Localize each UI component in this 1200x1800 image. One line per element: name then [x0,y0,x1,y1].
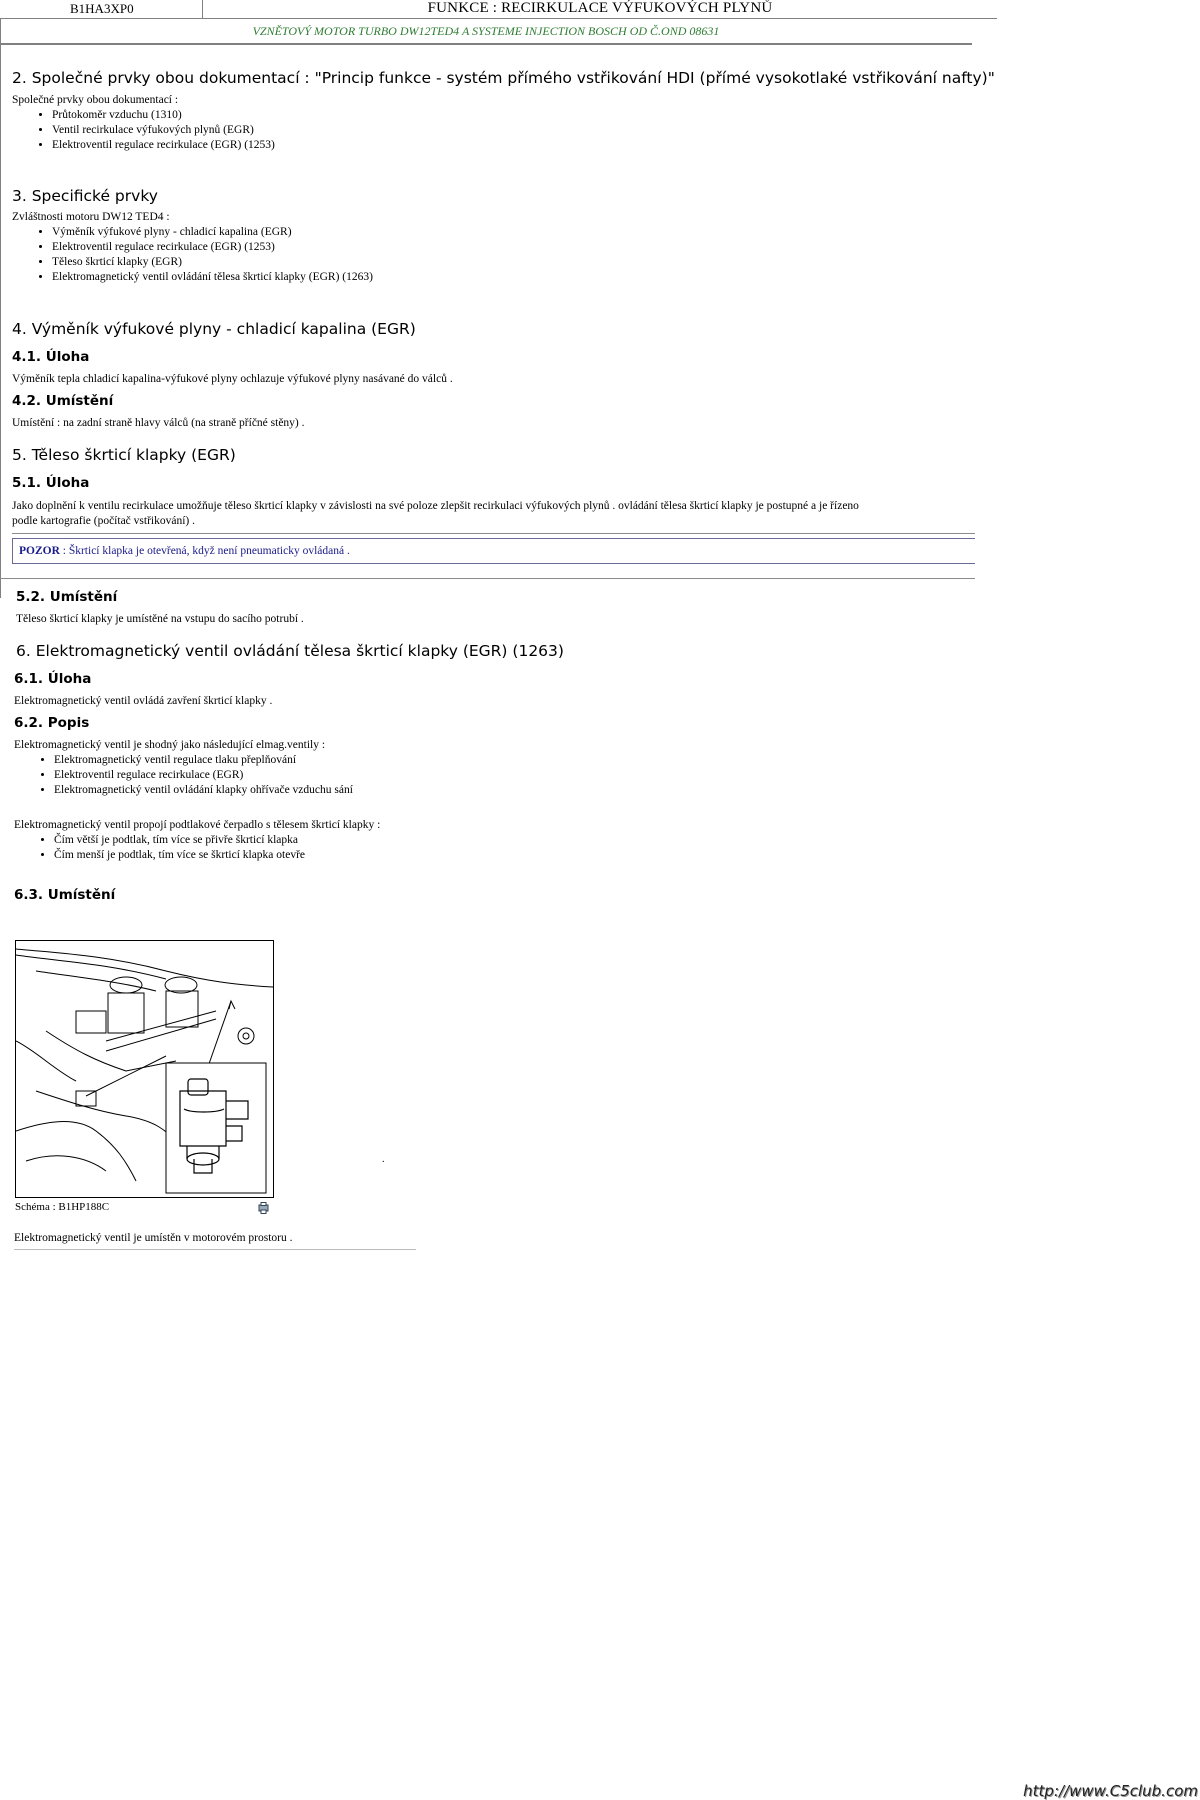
section-3-heading: 3. Specifické prvky [12,187,158,205]
document-header [0,0,997,45]
engine-line-drawing [16,941,273,1197]
section-4-2-text: Umístění : na zadní straně hlavy válců (na straně příčné stěny) . [12,417,305,429]
list-item: • Elektroventil regulace recirkulace (EGR) (1253) [52,240,373,255]
figure-dot: . [382,1154,385,1165]
section-5-2-heading: 5.2. Umístění [16,589,118,605]
warning-text: : Škrticí klapka je otevřená, když není pneumaticky ovládaná . [59,545,350,557]
divider [0,578,975,579]
engine-diagram [15,940,274,1198]
print-icon[interactable] [258,1202,269,1214]
list-item: • Průtokoměr vzduchu (1310) [52,108,275,123]
list-item: • Čím menší je podtlak, tím více se škrticí klapka otevře [54,848,305,863]
warning-label: POZOR [19,545,60,557]
section-5-1-text-cont: podle kartografie (počítač vstřikování) . [12,515,195,527]
list-item: • Elektroventil regulace recirkulace (EGR) (1253) [52,138,275,153]
divider [14,1249,416,1250]
watermark: http://www.C5club.com [1023,1782,1198,1800]
list-item: • Výměník výfukové plyny - chladicí kapalina (EGR) [52,225,373,240]
section-6-2-text: Elektromagnetický ventil je shodný jako následující elmag.ventily : [14,739,326,751]
list-item: • Elektromagnetický ventil ovládání klapky ohřívače vzduchu sání [54,783,353,798]
section-3-list [38,225,373,285]
warning-box [12,538,975,564]
section-4-2-heading: 4.2. Umístění [12,393,114,409]
section-6-3-heading: 6.3. Umístění [14,887,116,903]
section-5-2-text: Těleso škrticí klapky je umístěné na vstupu do sacího potrubí . [16,613,304,625]
section-4-1-text: Výměník tepla chladicí kapalina-výfukové plyny ochlazuje výfukové plyny nasávané do válců . [12,373,453,385]
list-item: • Elektroventil regulace recirkulace (EGR) [54,768,353,783]
section-5-1-heading: 5.1. Úloha [12,475,90,491]
section-6-3-text: Elektromagnetický ventil je umístěn v motorovém prostoru . [14,1232,293,1244]
list-item: • Těleso škrticí klapky (EGR) [52,255,373,270]
document-code: B1HA3XP0 [0,0,203,18]
section-6-2-list-2 [40,833,305,863]
list-item: • Elektromagnetický ventil ovládání tělesa škrticí klapky (EGR) (1263) [52,270,373,285]
section-6-2-text-2: Elektromagnetický ventil propojí podtlakové čerpadlo s tělesem škrticí klapky : [14,819,381,831]
figure-caption: Schéma : B1HP188C [15,1201,110,1213]
section-2-list [38,108,275,153]
section-3-intro: Zvláštnosti motoru DW12 TED4 : [12,211,170,223]
section-6-heading: 6. Elektromagnetický ventil ovládání tělesa škrticí klapky (EGR) (1263) [16,642,564,660]
list-item: • Ventil recirkulace výfukových plynů (EGR) [52,123,275,138]
section-4-heading: 4. Výměník výfukové plyny - chladicí kapalina (EGR) [12,320,416,338]
left-border [0,18,1,598]
document-title: FUNKCE : RECIRKULACE VÝFUKOVÝCH PLYNŮ [427,0,773,16]
document-subtitle: VZNĚTOVÝ MOTOR TURBO DW12TED4 A SYSTEME INJECTION BOSCH OD Č.OND 08631 [0,19,972,45]
header-row [0,0,997,19]
section-5-heading: 5. Těleso škrticí klapky (EGR) [12,446,236,464]
section-2-heading: 2. Společné prvky obou dokumentací : "Princip funkce - systém přímého vstřikování HDI (přímé vysokotlaké vstřikování nafty)" [12,69,995,87]
section-6-2-list [40,753,353,798]
divider [12,533,975,534]
section-5-1-text: Jako doplnění k ventilu recirkulace umožňuje těleso škrticí klapky v závislosti na své poloze zlepšit recirkulaci výfukových plynů . ovládání tělesa škrticí klapky je postupné a je řízeno [12,500,859,512]
section-6-2-heading: 6.2. Popis [14,715,90,731]
list-item: • Čím větší je podtlak, tím více se přivře škrticí klapka [54,833,305,848]
list-item: • Elektromagnetický ventil regulace tlaku přeplňování [54,753,353,768]
section-6-1-text: Elektromagnetický ventil ovládá zavření škrticí klapky . [14,695,273,707]
section-4-1-heading: 4.1. Úloha [12,349,90,365]
section-6-1-heading: 6.1. Úloha [14,671,92,687]
section-2-intro: Společné prvky obou dokumentací : [12,94,179,106]
